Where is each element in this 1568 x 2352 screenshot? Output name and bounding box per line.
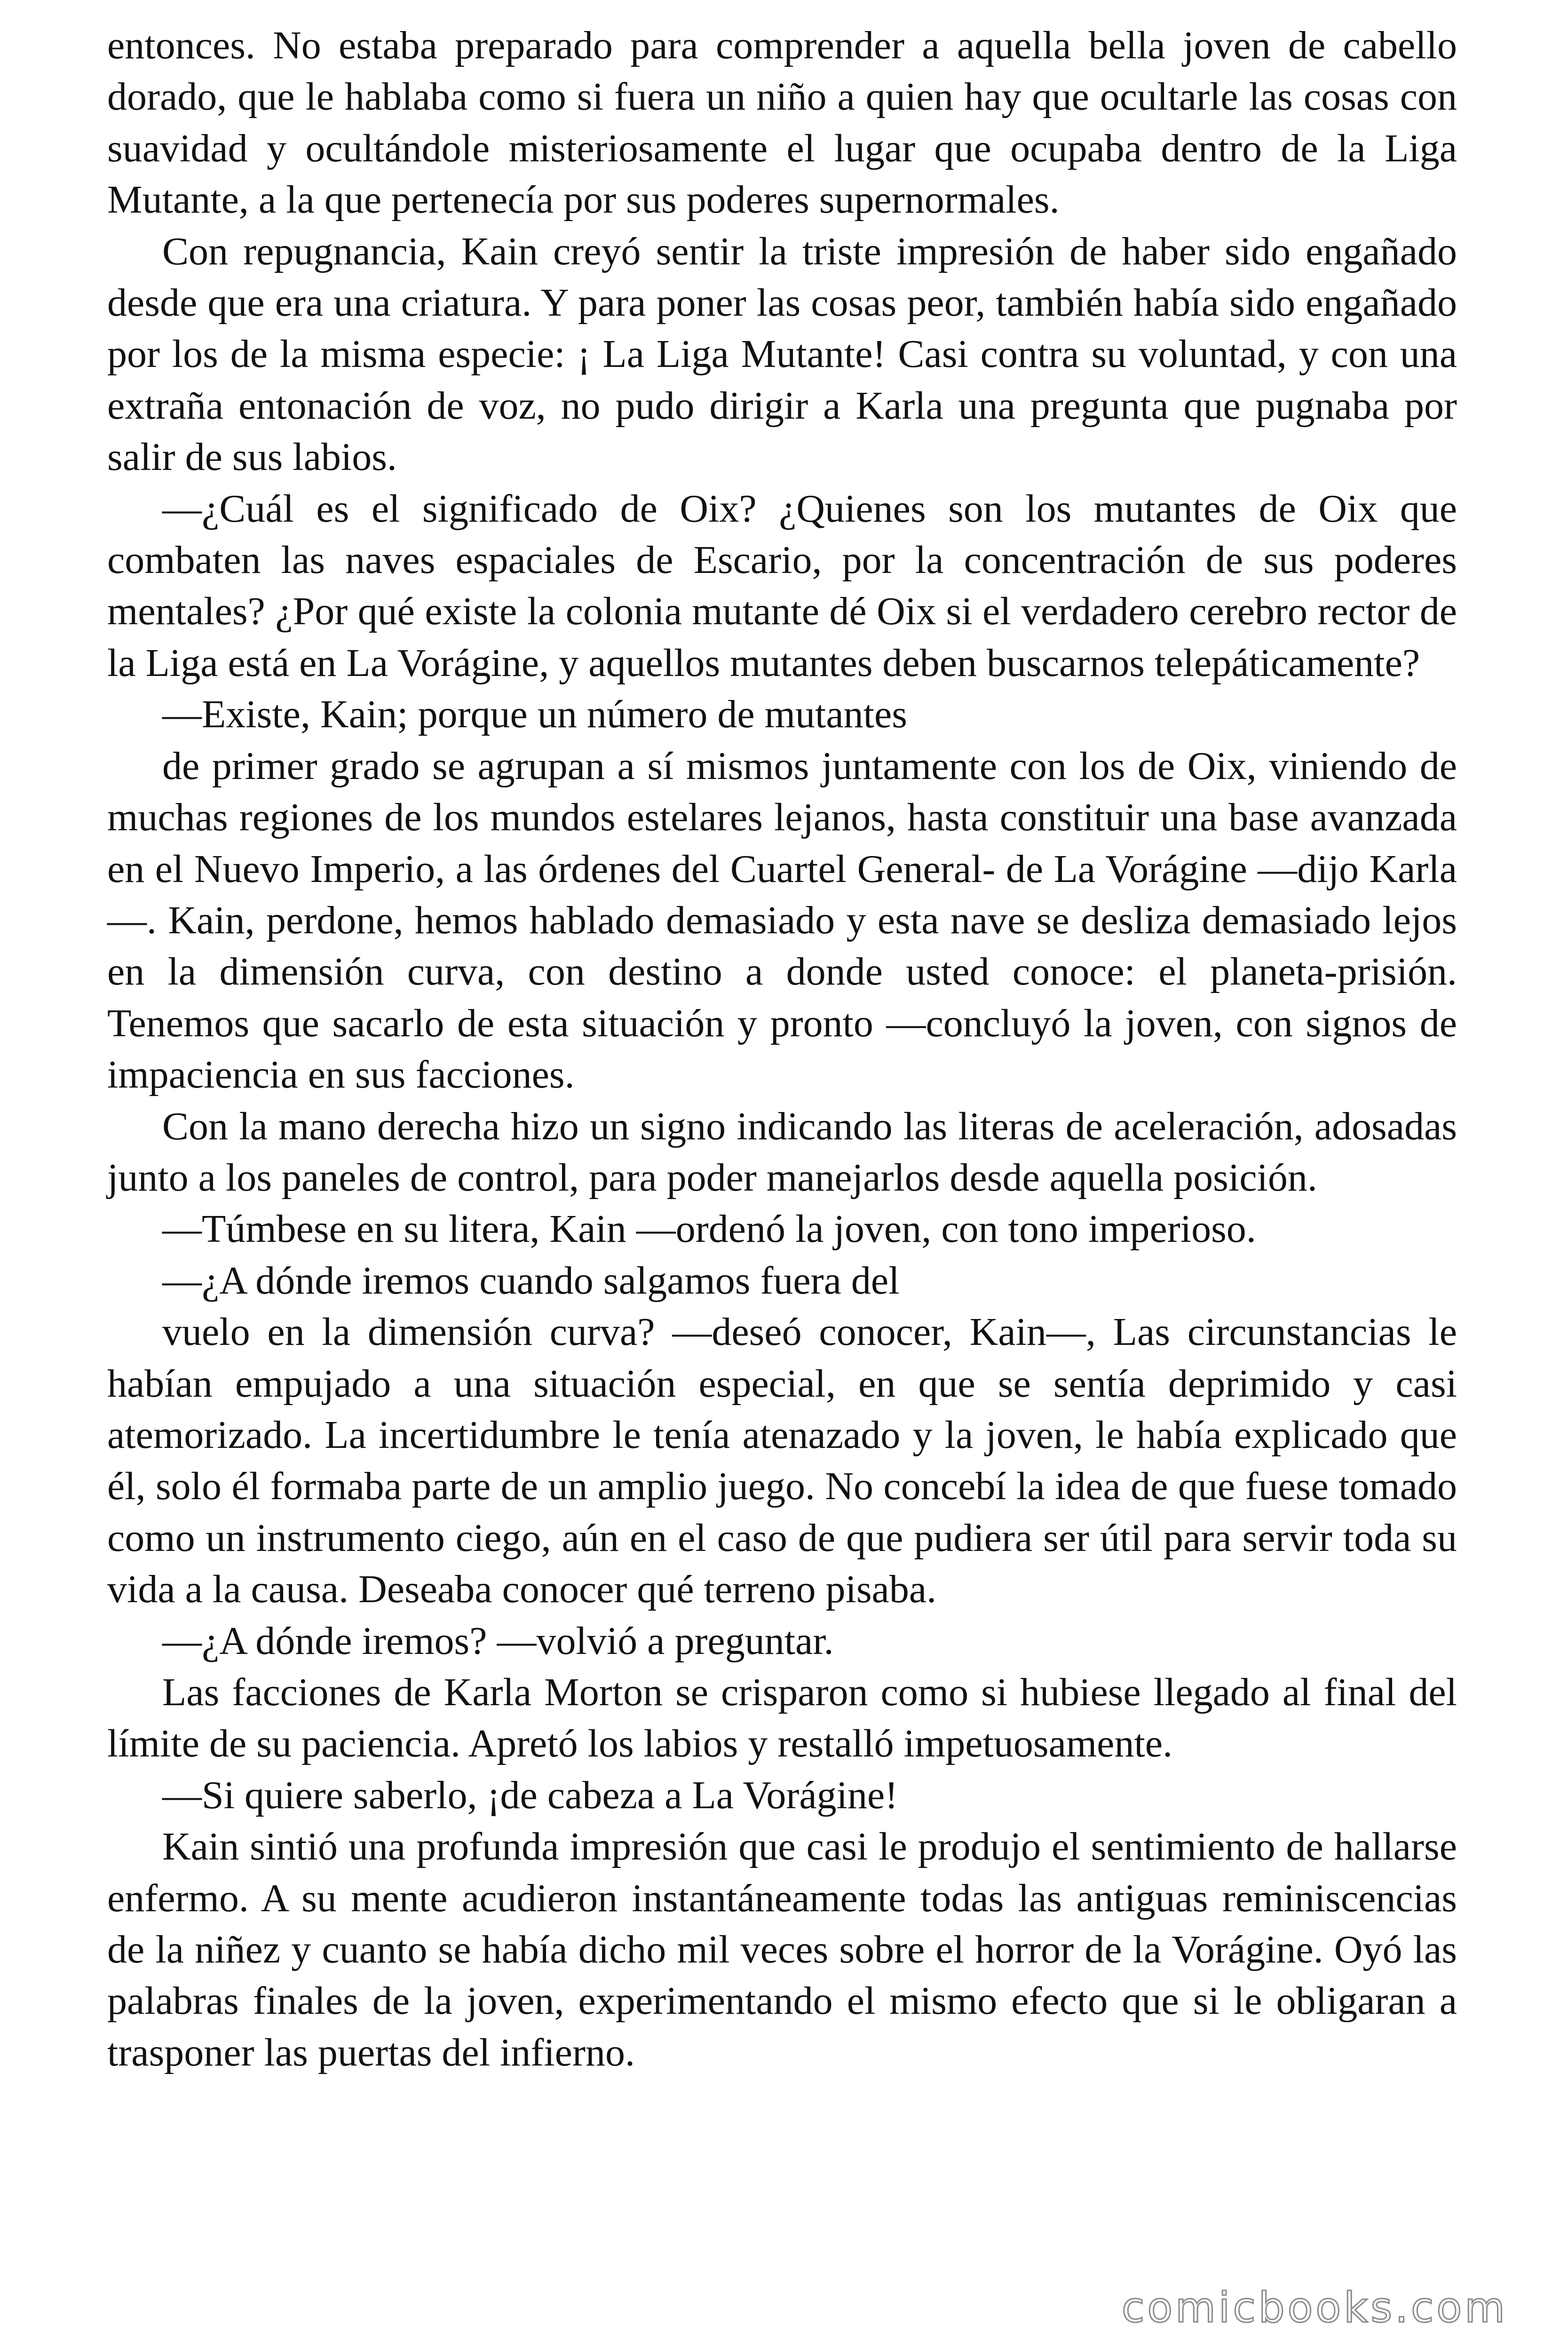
paragraph-1: entonces. No estaba preparado para comprender a aquella bella joven de cabello dorado, que le hablaba como si fuera un niño a quien hay que ocultarle las cosas con suavidad y ocultándole misteriosamente el lugar que ocupaba dentro de la Liga Mutante, a la que pertenecía por sus poderes supernormales. (107, 24, 1457, 222)
page-text-body (107, 20, 1457, 2078)
paragraph-13: Kain sintió una profunda impresión que casi le produjo el sentimiento de hallarse enfermo. A su mente acudieron instantáneamente todas las antiguas reminiscencias de la niñez y cuanto se había dicho mil veces sobre el horror de la Vorágine. Oyó las palabras finales de la joven, experimentando el mismo efecto que si le obligaran a trasponer las puertas del infierno. (107, 1825, 1457, 2074)
paragraph-10: —¿A dónde iremos? —volvió a preguntar. (162, 1619, 834, 1663)
paragraph-3: —¿Cuál es el significado de Oix? ¿Quienes son los mutantes de Oix que combaten las naves espaciales de Escario, por la concentración de sus poderes mentales? ¿Por qué existe la colonia mutante dé Oix si el verdadero cerebro rector de la Liga está en La Vorágine, y aquellos mutantes deben buscarnos telepáticamente? (107, 486, 1457, 685)
paragraph-8: —¿A dónde iremos cuando salgamos fuera del (162, 1258, 900, 1303)
paragraph-7: —Túmbese en su litera, Kain —ordenó la joven, con tono imperioso. (162, 1207, 1256, 1251)
paragraph-5: de primer grado se agrupan a sí mismos juntamente con los de Oix, viniendo de muchas regiones de los mundos estelares lejanos, hasta constituir una base avanzada en el Nuevo Imperio, a las órdenes del Cuartel General- de La Vorágine —dijo Karla—. Kain, perdone, hemos hablado demasiado y esta nave se desliza demasiado lejos en la dimensión curva, con destino a donde usted conoce: el planeta-prisión. Tenemos que sacarlo de esta situación y pronto —concluyó la joven, con signos de impaciencia en sus facciones. (107, 744, 1457, 1097)
paragraph-11: Las facciones de Karla Morton se crisparon como si hubiese llegado al final del límite de su paciencia. Apretó los labios y restalló impetuosamente. (107, 1670, 1457, 1766)
paragraph-6: Con la mano derecha hizo un signo indicando las literas de aceleración, adosadas junto a los paneles de control, para poder manejarlos desde aquella posición. (107, 1104, 1457, 1200)
watermark-logo: comicbooks.com (1121, 2283, 1508, 2332)
paragraph-2: Con repugnancia, Kain creyó sentir la triste impresión de haber sido engañado desde que era una criatura. Y para poner las cosas peor, también había sido engañado por los de la misma especie: ¡ La Liga Mutante! Casi contra su voluntad, y con una extraña entonación de voz, no pudo dirigir a Karla una pregunta que pugnaba por salir de sus labios. (107, 229, 1457, 479)
paragraph-9: vuelo en la dimensión curva? —deseó conocer, Kain—, Las circunstancias le habían empujado a una situación especial, en que se sentía deprimido y casi atemorizado. La incertidumbre le tenía atenazado y la joven, le había explicado que él, solo él formaba parte de un amplio juego. No concebí la idea de que fuese tomado como un instrumento ciego, aún en el caso de que pudiera ser útil para servir toda su vida a la causa. Deseaba conocer qué terreno pisaba. (107, 1310, 1457, 1612)
paragraph-4: —Existe, Kain; porque un número de mutantes (162, 692, 907, 737)
paragraph-12: —Si quiere saberlo, ¡de cabeza a La Vorágine! (162, 1773, 898, 1817)
